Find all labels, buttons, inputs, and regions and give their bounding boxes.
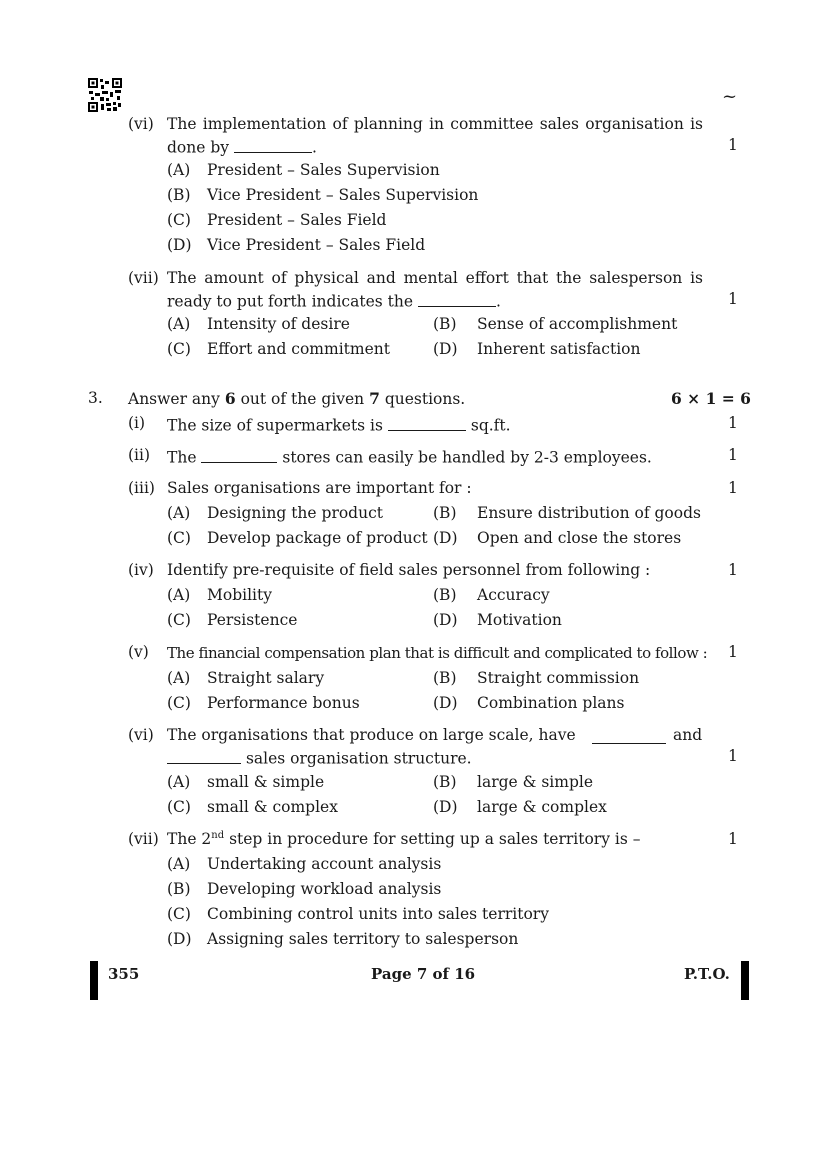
question-number: (iii) [128, 479, 155, 497]
option-label: (A) [167, 773, 191, 791]
question-text: sales organisation structure. [167, 747, 472, 768]
option-label: (A) [167, 855, 191, 873]
question-text: The size of supermarkets is sq.ft. [167, 414, 511, 435]
footer-right-bar [741, 961, 749, 1000]
question-text: The financial compensation plan that is difficult and complicated to follow : [167, 644, 708, 662]
option-text: Developing workload analysis [207, 880, 442, 898]
option-text: Motivation [477, 611, 562, 629]
option-text: large & simple [477, 773, 594, 791]
option-label: (D) [433, 611, 458, 629]
answer-blank [388, 414, 466, 431]
pto-label: P.T.O. [684, 965, 730, 983]
page-number: Page 7 of 16 [371, 965, 476, 983]
corner-mark: ~ [722, 86, 738, 107]
option-label: (A) [167, 161, 191, 179]
option-text: large & complex [477, 798, 607, 816]
marks: 1 [728, 136, 738, 154]
option-label: (C) [167, 611, 191, 629]
section-instructions: Answer any 6 out of the given 7 questions. [128, 389, 466, 408]
question-text: done by . [167, 136, 317, 157]
option-text: Persistence [207, 611, 298, 629]
marks: 1 [728, 479, 738, 497]
marks: 1 [728, 446, 738, 464]
option-label: (D) [167, 930, 192, 948]
option-text: Sense of accomplishment [477, 315, 678, 333]
answer-blank [418, 290, 496, 307]
option-label: (D) [167, 236, 192, 254]
option-label: (D) [433, 340, 458, 358]
option-label: (A) [167, 504, 191, 522]
option-text: Accuracy [477, 586, 550, 604]
paper-code: 355 [108, 965, 140, 983]
option-text: small & simple [207, 773, 325, 791]
option-label: (A) [167, 669, 191, 687]
answer-blank [201, 446, 277, 463]
option-label: (C) [167, 905, 191, 923]
question-number: (vi) [128, 726, 154, 744]
question-text: The stores can easily be handled by 2-3 employees. [167, 446, 652, 467]
option-text: Develop package of product [207, 529, 428, 547]
option-label: (B) [433, 315, 457, 333]
question-text: ready to put forth indicates the . [167, 290, 501, 311]
question-text: Identify pre-requisite of field sales personnel from following : [167, 561, 651, 579]
section-total-marks: 6 × 1 = 6 [671, 389, 751, 408]
question-number: (iv) [128, 561, 154, 579]
question-number: (vii) [128, 830, 159, 848]
option-label: (A) [167, 315, 191, 333]
option-label: (B) [433, 586, 457, 604]
option-text: Vice President – Sales Supervision [207, 186, 479, 204]
option-text: President – Sales Field [207, 211, 387, 229]
option-text: Mobility [207, 586, 272, 604]
option-text: Intensity of desire [207, 315, 350, 333]
option-label: (D) [433, 798, 458, 816]
option-label: (A) [167, 586, 191, 604]
option-text: Performance bonus [207, 694, 360, 712]
option-text: Effort and commitment [207, 340, 390, 358]
question-text: The organisations that produce on large scale, have [167, 726, 576, 744]
option-label: (B) [167, 186, 191, 204]
option-label: (D) [433, 529, 458, 547]
option-label: (B) [433, 669, 457, 687]
question-text: Sales organisations are important for : [167, 479, 472, 497]
option-label: (B) [433, 504, 457, 522]
footer-left-bar [90, 961, 98, 1000]
marks: 1 [728, 643, 738, 661]
option-text: Vice President – Sales Field [207, 236, 426, 254]
option-text: Straight salary [207, 669, 325, 687]
question-number: (vi) [128, 115, 154, 133]
option-text: Assigning sales territory to salesperson [207, 930, 519, 948]
option-text: Straight commission [477, 669, 640, 687]
question-text: The 2nd step in procedure for setting up a sales territory is – [167, 830, 641, 849]
option-text: Undertaking account analysis [207, 855, 442, 873]
option-text: Inherent satisfaction [477, 340, 641, 358]
option-text: Combining control units into sales territory [207, 905, 549, 923]
answer-blank [167, 747, 241, 764]
marks: 1 [728, 414, 738, 432]
option-label: (C) [167, 211, 191, 229]
option-label: (C) [167, 694, 191, 712]
option-label: (B) [433, 773, 457, 791]
option-text: President – Sales Supervision [207, 161, 440, 179]
option-text: Combination plans [477, 694, 625, 712]
option-label: (C) [167, 529, 191, 547]
qr-code-icon [88, 78, 122, 112]
question-number: (vii) [128, 269, 159, 287]
option-label: (D) [433, 694, 458, 712]
marks: 1 [728, 747, 738, 765]
marks: 1 [728, 561, 738, 579]
option-text: Designing the product [207, 504, 383, 522]
option-label: (B) [167, 880, 191, 898]
question-number: (ii) [128, 446, 151, 464]
option-text: Ensure distribution of goods [477, 504, 701, 522]
answer-blank [592, 727, 666, 744]
question-text: The implementation of planning in committee sales organisation is [167, 115, 703, 133]
option-text: small & complex [207, 798, 338, 816]
question-number: (v) [128, 643, 149, 661]
marks: 1 [728, 830, 738, 848]
answer-blank [234, 136, 312, 153]
option-label: (C) [167, 340, 191, 358]
option-label: (C) [167, 798, 191, 816]
section-number: 3. [88, 389, 103, 407]
question-text: The amount of physical and mental effort that the salesperson is [167, 269, 703, 287]
question-number: (i) [128, 414, 146, 432]
option-text: Open and close the stores [477, 529, 682, 547]
question-text: and [673, 726, 703, 744]
marks: 1 [728, 290, 738, 308]
